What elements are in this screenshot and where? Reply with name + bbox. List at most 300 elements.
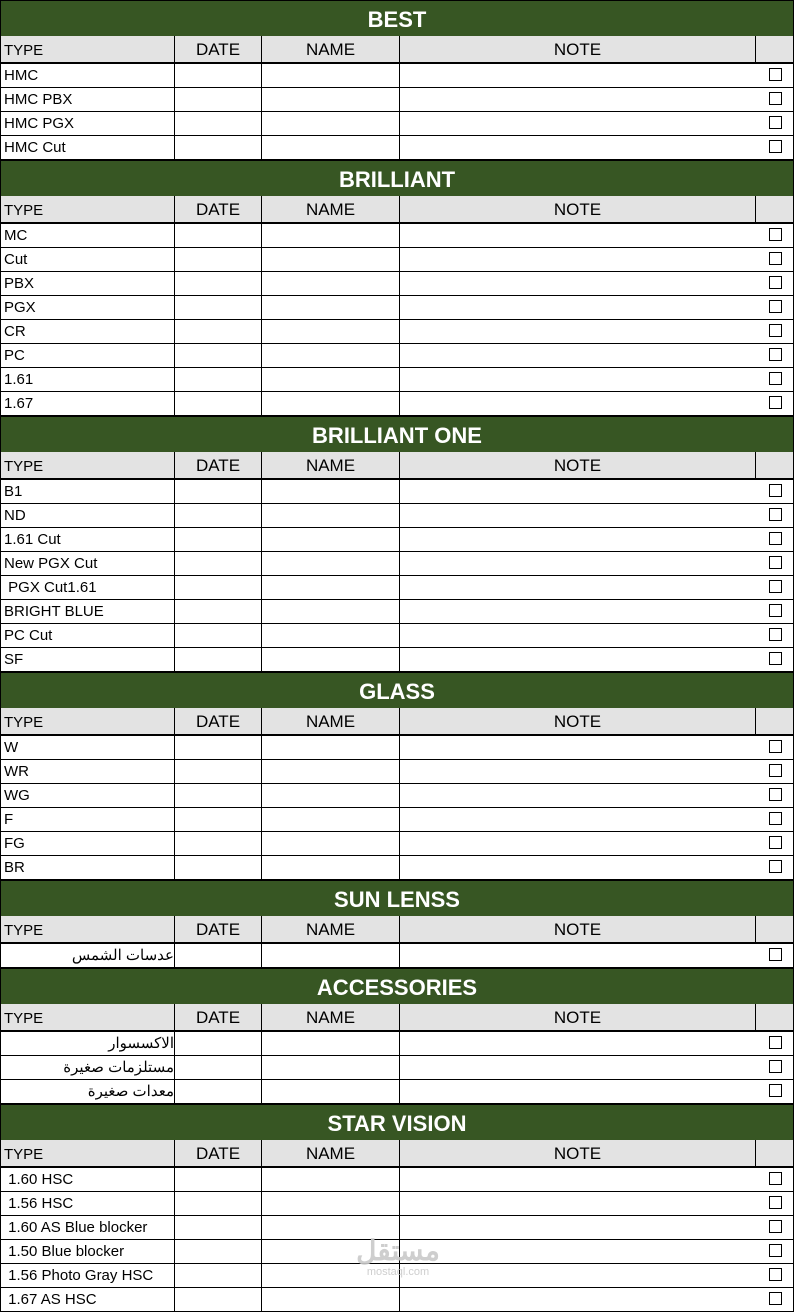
checkbox-cell xyxy=(756,272,794,296)
section-brilliant xyxy=(0,160,794,416)
date-cell[interactable] xyxy=(175,64,262,88)
date-cell[interactable] xyxy=(175,224,262,248)
checkbox-cell xyxy=(756,1056,794,1080)
name-cell[interactable] xyxy=(262,648,400,672)
type-label: 1.61 Cut xyxy=(4,531,61,548)
row-checkbox[interactable] xyxy=(769,1244,782,1257)
note-cell[interactable] xyxy=(400,1240,756,1264)
checkbox-cell xyxy=(756,784,794,808)
type-label: BR xyxy=(4,859,25,876)
type-label: BRIGHT BLUE xyxy=(4,603,104,620)
name-cell[interactable] xyxy=(262,832,400,856)
table-row xyxy=(0,1168,794,1192)
table-row xyxy=(0,1080,794,1104)
date-cell[interactable] xyxy=(175,600,262,624)
column-header-row xyxy=(0,708,794,736)
note-cell[interactable] xyxy=(400,832,756,856)
table-row xyxy=(0,1216,794,1240)
note-cell[interactable] xyxy=(400,248,756,272)
type-cell xyxy=(0,320,175,344)
table-row xyxy=(0,392,794,416)
column-header-date: DATE xyxy=(175,1140,262,1168)
type-label: 1.60 AS Blue blocker xyxy=(4,1219,148,1236)
row-checkbox[interactable] xyxy=(769,116,782,129)
checkbox-cell xyxy=(756,528,794,552)
type-label: F xyxy=(4,811,14,828)
column-header-type: TYPE xyxy=(0,1140,175,1168)
type-label: 1.60 HSC xyxy=(4,1171,74,1188)
type-cell xyxy=(0,88,175,112)
type-label: مستلزمات صغيرة xyxy=(63,1059,174,1076)
name-cell[interactable] xyxy=(262,296,400,320)
name-cell[interactable] xyxy=(262,1056,400,1080)
date-cell[interactable] xyxy=(175,736,262,760)
date-cell[interactable] xyxy=(175,320,262,344)
type-cell xyxy=(0,1056,175,1080)
name-cell[interactable] xyxy=(262,504,400,528)
section-title: GLASS xyxy=(0,672,794,708)
column-header-name: NAME xyxy=(262,1140,400,1168)
column-header-row xyxy=(0,452,794,480)
name-cell[interactable] xyxy=(262,760,400,784)
date-cell[interactable] xyxy=(175,392,262,416)
column-header-check xyxy=(756,196,794,224)
table-row xyxy=(0,248,794,272)
date-cell[interactable] xyxy=(175,136,262,160)
name-cell[interactable] xyxy=(262,320,400,344)
type-cell xyxy=(0,344,175,368)
note-cell[interactable] xyxy=(400,1192,756,1216)
type-label: 1.56 Photo Gray HSC xyxy=(4,1267,154,1284)
note-cell[interactable] xyxy=(400,504,756,528)
table-row xyxy=(0,808,794,832)
date-cell[interactable] xyxy=(175,88,262,112)
table-row xyxy=(0,760,794,784)
table-row xyxy=(0,1264,794,1288)
note-cell[interactable] xyxy=(400,112,756,136)
table-row xyxy=(0,944,794,968)
table-row xyxy=(0,88,794,112)
table-row xyxy=(0,504,794,528)
note-cell[interactable] xyxy=(400,576,756,600)
row-checkbox[interactable] xyxy=(769,604,782,617)
table-row xyxy=(0,1192,794,1216)
type-cell xyxy=(0,272,175,296)
date-cell[interactable] xyxy=(175,112,262,136)
name-cell[interactable] xyxy=(262,528,400,552)
date-cell[interactable] xyxy=(175,368,262,392)
type-label: معدات صغيرة xyxy=(87,1083,174,1100)
type-cell xyxy=(0,136,175,160)
name-cell[interactable] xyxy=(262,368,400,392)
note-cell[interactable] xyxy=(400,808,756,832)
section-title: SUN LENSS xyxy=(0,880,794,916)
column-header-name: NAME xyxy=(262,916,400,944)
name-cell[interactable] xyxy=(262,344,400,368)
date-cell[interactable] xyxy=(175,552,262,576)
checkbox-cell xyxy=(756,600,794,624)
row-checkbox[interactable] xyxy=(769,372,782,385)
date-cell[interactable] xyxy=(175,1240,262,1264)
row-checkbox[interactable] xyxy=(769,948,782,961)
date-cell[interactable] xyxy=(175,1056,262,1080)
type-label: W xyxy=(4,739,19,756)
date-cell[interactable] xyxy=(175,272,262,296)
column-header-check xyxy=(756,36,794,64)
date-cell[interactable] xyxy=(175,1080,262,1104)
row-checkbox[interactable] xyxy=(769,1036,782,1049)
date-cell[interactable] xyxy=(175,344,262,368)
date-cell[interactable] xyxy=(175,1192,262,1216)
row-checkbox[interactable] xyxy=(769,252,782,265)
note-cell[interactable] xyxy=(400,1216,756,1240)
name-cell[interactable] xyxy=(262,480,400,504)
row-checkbox[interactable] xyxy=(769,484,782,497)
table-row xyxy=(0,296,794,320)
column-header-type: TYPE xyxy=(0,452,175,480)
date-cell[interactable] xyxy=(175,784,262,808)
column-header-row xyxy=(0,916,794,944)
checkbox-cell xyxy=(756,1288,794,1312)
name-cell[interactable] xyxy=(262,552,400,576)
date-cell[interactable] xyxy=(175,480,262,504)
name-cell[interactable] xyxy=(262,1168,400,1192)
checkbox-cell xyxy=(756,224,794,248)
date-cell[interactable] xyxy=(175,1032,262,1056)
table-row xyxy=(0,480,794,504)
note-cell[interactable] xyxy=(400,344,756,368)
type-label: ND xyxy=(4,507,26,524)
type-cell xyxy=(0,1264,175,1288)
checkbox-cell xyxy=(756,624,794,648)
type-label: عدسات الشمس xyxy=(71,947,174,964)
row-checkbox[interactable] xyxy=(769,324,782,337)
name-cell[interactable] xyxy=(262,248,400,272)
date-cell[interactable] xyxy=(175,528,262,552)
row-checkbox[interactable] xyxy=(769,1084,782,1097)
type-label: PGX Cut1.61 xyxy=(4,579,97,596)
row-checkbox[interactable] xyxy=(769,1060,782,1073)
column-header-check xyxy=(756,708,794,736)
date-cell[interactable] xyxy=(175,648,262,672)
checkbox-cell xyxy=(756,64,794,88)
table-row xyxy=(0,320,794,344)
checkbox-cell xyxy=(756,760,794,784)
type-cell xyxy=(0,600,175,624)
section-title: BRILLIANT xyxy=(0,160,794,196)
table-row xyxy=(0,1240,794,1264)
table-row xyxy=(0,856,794,880)
note-cell[interactable] xyxy=(400,296,756,320)
type-label: WG xyxy=(4,787,30,804)
type-cell xyxy=(0,648,175,672)
note-cell[interactable] xyxy=(400,88,756,112)
name-cell[interactable] xyxy=(262,64,400,88)
type-label: 1.67 AS HSC xyxy=(4,1291,97,1308)
row-checkbox[interactable] xyxy=(769,68,782,81)
column-header-check xyxy=(756,1004,794,1032)
note-cell[interactable] xyxy=(400,136,756,160)
note-cell[interactable] xyxy=(400,648,756,672)
type-cell xyxy=(0,624,175,648)
note-cell[interactable] xyxy=(400,552,756,576)
row-checkbox[interactable] xyxy=(769,1196,782,1209)
name-cell[interactable] xyxy=(262,88,400,112)
section-title: ACCESSORIES xyxy=(0,968,794,1004)
column-header-type: TYPE xyxy=(0,196,175,224)
row-checkbox[interactable] xyxy=(769,652,782,665)
note-cell[interactable] xyxy=(400,320,756,344)
type-cell xyxy=(0,64,175,88)
type-cell xyxy=(0,1080,175,1104)
table-row xyxy=(0,368,794,392)
note-cell[interactable] xyxy=(400,784,756,808)
table-row xyxy=(0,272,794,296)
row-checkbox[interactable] xyxy=(769,1268,782,1281)
name-cell[interactable] xyxy=(262,1080,400,1104)
date-cell[interactable] xyxy=(175,504,262,528)
type-cell xyxy=(0,856,175,880)
row-checkbox[interactable] xyxy=(769,532,782,545)
row-checkbox[interactable] xyxy=(769,836,782,849)
table-row xyxy=(0,64,794,88)
row-checkbox[interactable] xyxy=(769,764,782,777)
type-cell xyxy=(0,576,175,600)
checkbox-cell xyxy=(756,808,794,832)
column-header-note: NOTE xyxy=(400,916,756,944)
type-label: Cut xyxy=(4,251,28,268)
note-cell[interactable] xyxy=(400,1080,756,1104)
type-cell xyxy=(0,1240,175,1264)
name-cell[interactable] xyxy=(262,1240,400,1264)
date-cell[interactable] xyxy=(175,1288,262,1312)
type-label: الاكسسوار xyxy=(108,1035,174,1052)
row-checkbox[interactable] xyxy=(769,1220,782,1233)
row-checkbox[interactable] xyxy=(769,1172,782,1185)
row-checkbox[interactable] xyxy=(769,92,782,105)
type-label: HMC PBX xyxy=(4,91,73,108)
column-header-name: NAME xyxy=(262,36,400,64)
table-row xyxy=(0,736,794,760)
type-label: WR xyxy=(4,763,29,780)
row-checkbox[interactable] xyxy=(769,556,782,569)
checkbox-cell xyxy=(756,832,794,856)
row-checkbox[interactable] xyxy=(769,508,782,521)
table-row xyxy=(0,576,794,600)
note-cell[interactable] xyxy=(400,944,756,968)
type-cell xyxy=(0,736,175,760)
name-cell[interactable] xyxy=(262,576,400,600)
note-cell[interactable] xyxy=(400,856,756,880)
type-label: 1.56 HSC xyxy=(4,1195,74,1212)
column-header-date: DATE xyxy=(175,1004,262,1032)
type-label: 1.50 Blue blocker xyxy=(4,1243,125,1260)
date-cell[interactable] xyxy=(175,856,262,880)
column-header-date: DATE xyxy=(175,452,262,480)
row-checkbox[interactable] xyxy=(769,140,782,153)
checkbox-cell xyxy=(756,1168,794,1192)
column-header-date: DATE xyxy=(175,36,262,64)
name-cell[interactable] xyxy=(262,1216,400,1240)
section-brilliant-one xyxy=(0,416,794,672)
row-checkbox[interactable] xyxy=(769,276,782,289)
date-cell[interactable] xyxy=(175,1168,262,1192)
checkbox-cell xyxy=(756,648,794,672)
name-cell[interactable] xyxy=(262,1288,400,1312)
table-row xyxy=(0,1056,794,1080)
column-header-note: NOTE xyxy=(400,452,756,480)
note-cell[interactable] xyxy=(400,368,756,392)
table-row xyxy=(0,112,794,136)
type-label: PGX xyxy=(4,299,36,316)
note-cell[interactable] xyxy=(400,1032,756,1056)
date-cell[interactable] xyxy=(175,248,262,272)
name-cell[interactable] xyxy=(262,856,400,880)
date-cell[interactable] xyxy=(175,944,262,968)
column-header-name: NAME xyxy=(262,1004,400,1032)
table-row xyxy=(0,1288,794,1312)
table-row xyxy=(0,784,794,808)
name-cell[interactable] xyxy=(262,1032,400,1056)
column-header-type: TYPE xyxy=(0,1004,175,1032)
name-cell[interactable] xyxy=(262,600,400,624)
type-cell xyxy=(0,1216,175,1240)
column-header-type: TYPE xyxy=(0,708,175,736)
type-label: MC xyxy=(4,227,28,244)
column-header-type: TYPE xyxy=(0,916,175,944)
name-cell[interactable] xyxy=(262,1264,400,1288)
checkbox-cell xyxy=(756,944,794,968)
column-header-note: NOTE xyxy=(400,1140,756,1168)
checkbox-cell xyxy=(756,1216,794,1240)
name-cell[interactable] xyxy=(262,1192,400,1216)
column-header-date: DATE xyxy=(175,916,262,944)
name-cell[interactable] xyxy=(262,784,400,808)
type-cell xyxy=(0,480,175,504)
table-row xyxy=(0,624,794,648)
column-header-note: NOTE xyxy=(400,196,756,224)
note-cell[interactable] xyxy=(400,528,756,552)
date-cell[interactable] xyxy=(175,808,262,832)
note-cell[interactable] xyxy=(400,1056,756,1080)
column-header-type: TYPE xyxy=(0,36,175,64)
column-header-check xyxy=(756,1140,794,1168)
checkbox-cell xyxy=(756,1192,794,1216)
type-cell xyxy=(0,1168,175,1192)
name-cell[interactable] xyxy=(262,808,400,832)
checkbox-cell xyxy=(756,136,794,160)
section-star-vision xyxy=(0,1104,794,1312)
column-header-date: DATE xyxy=(175,708,262,736)
date-cell[interactable] xyxy=(175,296,262,320)
note-cell[interactable] xyxy=(400,480,756,504)
table-row xyxy=(0,648,794,672)
name-cell[interactable] xyxy=(262,224,400,248)
note-cell[interactable] xyxy=(400,392,756,416)
name-cell[interactable] xyxy=(262,392,400,416)
note-cell[interactable] xyxy=(400,1264,756,1288)
type-label: PC Cut xyxy=(4,627,53,644)
section-title: BEST xyxy=(0,0,794,36)
type-label: New PGX Cut xyxy=(4,555,98,572)
name-cell[interactable] xyxy=(262,136,400,160)
note-cell[interactable] xyxy=(400,64,756,88)
row-checkbox[interactable] xyxy=(769,628,782,641)
watermark-url: mostaql.com xyxy=(366,1266,430,1278)
name-cell[interactable] xyxy=(262,272,400,296)
note-cell[interactable] xyxy=(400,736,756,760)
row-checkbox[interactable] xyxy=(769,580,782,593)
table-row xyxy=(0,600,794,624)
note-cell[interactable] xyxy=(400,600,756,624)
column-header-date: DATE xyxy=(175,196,262,224)
table-row xyxy=(0,528,794,552)
type-cell xyxy=(0,504,175,528)
row-checkbox[interactable] xyxy=(769,812,782,825)
section-title: BRILLIANT ONE xyxy=(0,416,794,452)
column-header-note: NOTE xyxy=(400,1004,756,1032)
date-cell[interactable] xyxy=(175,1216,262,1240)
row-checkbox[interactable] xyxy=(769,300,782,313)
type-label: HMC PGX xyxy=(4,115,75,132)
table-row xyxy=(0,832,794,856)
table-row xyxy=(0,224,794,248)
date-cell[interactable] xyxy=(175,832,262,856)
name-cell[interactable] xyxy=(262,944,400,968)
row-checkbox[interactable] xyxy=(769,348,782,361)
type-label: 1.61 xyxy=(4,371,34,388)
checkbox-cell xyxy=(756,392,794,416)
section-accessories xyxy=(0,968,794,1104)
type-cell xyxy=(0,1288,175,1312)
checkbox-cell xyxy=(756,296,794,320)
type-cell xyxy=(0,1192,175,1216)
date-cell[interactable] xyxy=(175,760,262,784)
type-label: HMC Cut xyxy=(4,139,66,156)
row-checkbox[interactable] xyxy=(769,788,782,801)
name-cell[interactable] xyxy=(262,112,400,136)
table-row xyxy=(0,552,794,576)
note-cell[interactable] xyxy=(400,272,756,296)
name-cell[interactable] xyxy=(262,624,400,648)
date-cell[interactable] xyxy=(175,576,262,600)
column-header-row xyxy=(0,1004,794,1032)
note-cell[interactable] xyxy=(400,1168,756,1192)
column-header-name: NAME xyxy=(262,196,400,224)
note-cell[interactable] xyxy=(400,1288,756,1312)
name-cell[interactable] xyxy=(262,736,400,760)
row-checkbox[interactable] xyxy=(769,740,782,753)
section-glass xyxy=(0,672,794,880)
row-checkbox[interactable] xyxy=(769,228,782,241)
date-cell[interactable] xyxy=(175,624,262,648)
table-row xyxy=(0,1032,794,1056)
row-checkbox[interactable] xyxy=(769,1292,782,1305)
checkbox-cell xyxy=(756,480,794,504)
note-cell[interactable] xyxy=(400,624,756,648)
type-cell xyxy=(0,552,175,576)
column-header-note: NOTE xyxy=(400,36,756,64)
column-header-name: NAME xyxy=(262,452,400,480)
note-cell[interactable] xyxy=(400,224,756,248)
date-cell[interactable] xyxy=(175,1264,262,1288)
type-label: CR xyxy=(4,323,26,340)
row-checkbox[interactable] xyxy=(769,396,782,409)
note-cell[interactable] xyxy=(400,760,756,784)
type-cell xyxy=(0,392,175,416)
checkbox-cell xyxy=(756,1264,794,1288)
row-checkbox[interactable] xyxy=(769,860,782,873)
